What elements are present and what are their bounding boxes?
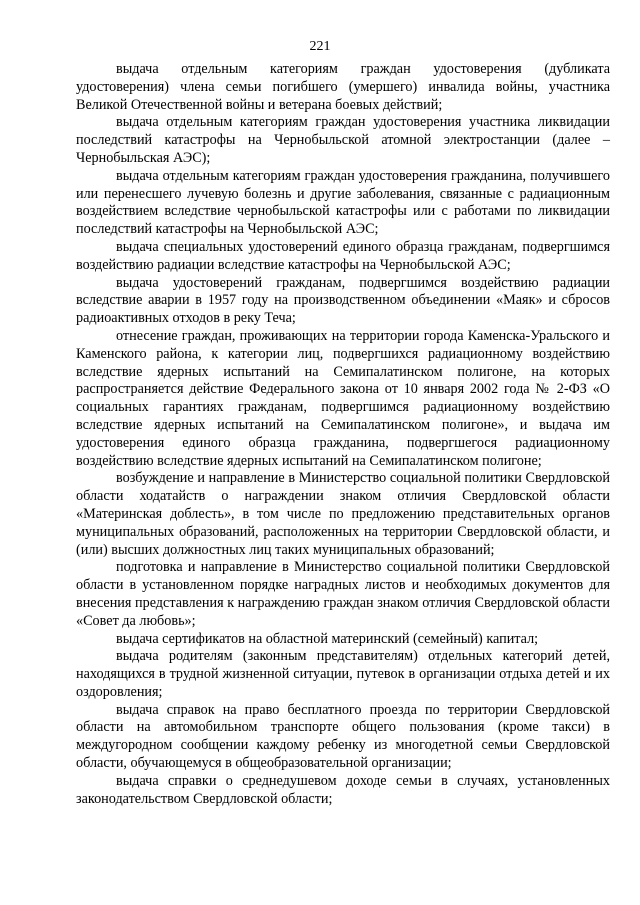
page-number: 221: [309, 39, 331, 54]
paragraph: подготовка и направление в Министерство социальной политики Свердловской области в установленном порядке наградных листов и необходимых документов для внесения представления к награждению граждан знаком отличия Свердловской области «Совет да любовь»;: [76, 559, 610, 629]
paragraph: выдача сертификатов на областной материнский (семейный) капитал;: [116, 630, 539, 647]
paragraph: отнесение граждан, проживающих на территории города Каменска-Уральского и Каменского района, к категории лиц, подвергшихся радиационному воздействию вследствие ядерных испытаний на Семипалатинском полигоне, на которых распространяется действие Федерального закона от 10 января 2002 года № 2-ФЗ «О социальных гарантиях гражданам, подвергшимся радиационному воздействию вследствие ядерных испытаний на Семипалатинском полигоне», и выдача им удостоверения единого образца гражданина, подвергшегося радиационному воздействию вследствие ядерных испытаний на Семипалатинском полигоне;: [76, 327, 610, 469]
paragraph: выдача удостоверений гражданам, подвергшимся воздействию радиации вследствие аварии в 1957 году на производственном объединении «Маяк» и сбросов радиоактивных отходов в реку Теча;: [76, 274, 610, 327]
paragraph: выдача родителям (законным представителям) отдельных категорий детей, находящихся в трудной жизненной ситуации, путевок в организации отдыха детей и их оздоровления;: [76, 648, 610, 700]
paragraph: выдача справки о среднедушевом доходе семьи в случаях, установленных законодательством Свердловской области;: [76, 772, 610, 807]
paragraph: выдача справок на право бесплатного проезда по территории Свердловской области на автомобильном транспорте общего пользования (кроме такси) в междугородном сообщении каждому ребенку из многодетной семьи Свердловской области, обучающемуся в общеобразовательной организации;: [76, 701, 610, 772]
paragraph: выдача отдельным категориям граждан удостоверения гражданина, получившего или перенесшего лучевую болезнь и другие заболевания, связанные с радиационным воздействием вследствие чернобыльской катастрофы или с работами по ликвидации последствий катастрофы на Чернобыльской АЭС;: [76, 167, 610, 238]
paragraph: выдача отдельным категориям граждан удостоверения (дубликата удостоверения) члена семьи погибшего (умершего) инвалида войны, участника Великой Отечественной войны и ветерана боевых действий;: [76, 61, 610, 113]
paragraph: возбуждение и направление в Министерство социальной политики Свердловской области ходатайств о награждении знаком отличия Свердловской области «Материнская доблесть», в том числе по предложению представительных органов муниципальных образований, расположенных на территории Свердловской области, и (или) высших должностных лиц таких муниципальных образований;: [76, 470, 610, 558]
paragraph: выдача специальных удостоверений единого образца гражданам, подвергшимся воздействию радиации вследствие катастрофы на Чернобыльской АЭС;: [76, 238, 610, 273]
paragraph: выдача отдельным категориям граждан удостоверения участника ликвидации последствий катастрофы на Чернобыльской атомной электростанции (далее – Чернобыльская АЭС);: [76, 114, 610, 166]
page-body: [76, 61, 610, 808]
